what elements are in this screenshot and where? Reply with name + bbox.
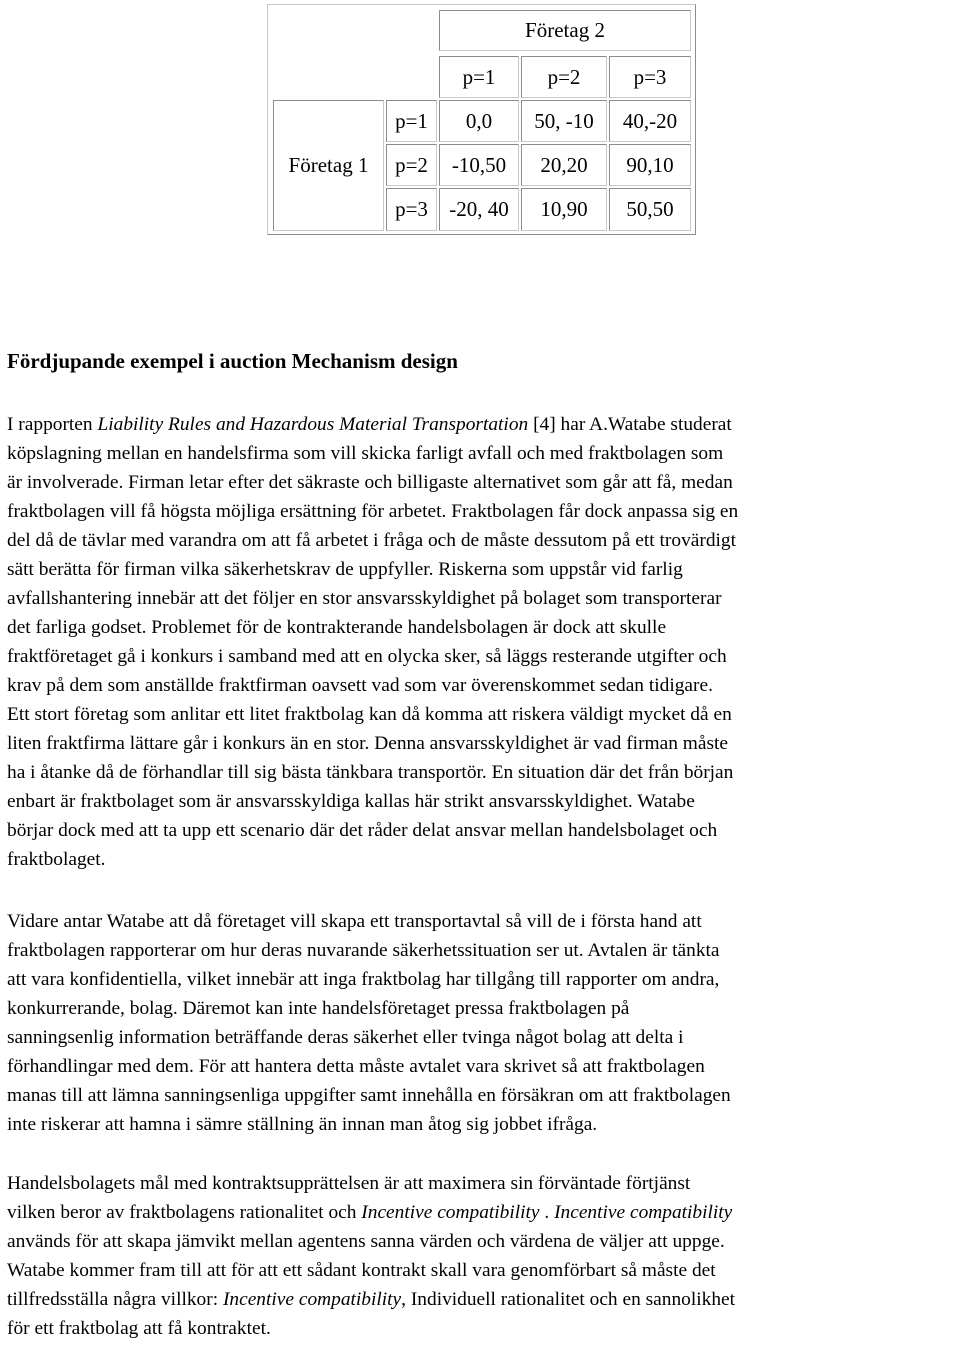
text-line (7, 994, 959, 1023)
text-line (7, 700, 959, 729)
text-run: används för att skapa jämvikt mellan agentens sanna värden och värdena de väljer att uppge. (7, 1231, 725, 1252)
column-player-label: Företag 2 (439, 10, 691, 51)
payoff-cell: 20,20 (521, 144, 607, 186)
italic-run: Incentive compatibility (222, 1289, 402, 1310)
text-run: sanningsenlig information beträffande deras säkerhet eller tvinga något bolag att delta i (7, 1027, 684, 1048)
text-run: avfallshantering innebär att det följer en stor ansvarsskyldighet på bolaget som transporterar (7, 588, 722, 609)
payoff-cell: 10,90 (521, 188, 607, 231)
text-run: Watabe kommer fram till att för att ett sådant kontrakt skall vara genomförbart så måste det (7, 1260, 716, 1281)
text-run: köpslagning mellan en handelsfirma som vill skicka farligt avfall och med fraktbolagen som (7, 443, 724, 464)
text-line (7, 584, 959, 613)
text-run: del då de tävlar med varandra om att få arbetet i fråga och de måste dessutom på ett trovärdigt (7, 530, 737, 551)
text-run: liten fraktfirma lättare går i konkurs än en stor. Denna ansvarsskyldighet är vad firman måste (7, 733, 728, 754)
text-run: Ett stort företag som anlitar ett litet fraktbolag kan då komma att riskera väldigt mycket då en (7, 704, 732, 725)
section-heading: Fördjupande exempel i auction Mechanism design (7, 349, 458, 373)
payoff-cell: 50, -10 (521, 100, 607, 142)
payoff-table (267, 4, 696, 235)
text-line (7, 1256, 959, 1285)
text-run: börjar dock med att ta upp ett scenario där det råder delat ansvar mellan handelsbolaget och (7, 820, 718, 841)
paragraph (7, 410, 959, 874)
text-run: förhandlingar med dem. För att hantera detta måste avtalet vara skrivet så att fraktbolagen (7, 1056, 705, 1077)
text-run: fraktföretaget gå i konkurs i samband med att en olycka sker, så läggs resterande utgifter och (7, 646, 727, 667)
text-line (7, 410, 959, 439)
text-run: krav på dem som anställde fraktfirman oavsett vad som var överenskommet sedan tidigare. (7, 675, 713, 696)
text-line (7, 1169, 959, 1198)
text-run: för ett fraktbolag att få kontraktet. (7, 1318, 271, 1339)
text-line (7, 729, 959, 758)
text-run: enbart är fraktbolaget som är ansvarsskyldiga kallas här strikt ansvarsskyldighet. Watabe (7, 791, 695, 812)
text-run: . (539, 1202, 555, 1223)
italic-run: Liability Rules and Hazardous Material Transportation (97, 414, 529, 435)
text-run: konkurrerande, bolag. Däremot kan inte handelsföretaget pressa fraktbolagen på (7, 998, 630, 1019)
payoff-cell: -20, 40 (439, 188, 519, 231)
payoff-cell: 90,10 (609, 144, 691, 186)
payoff-cell: 0,0 (439, 100, 519, 142)
text-line (7, 526, 959, 555)
text-line (7, 845, 959, 874)
text-run: fraktbolaget. (7, 849, 106, 870)
text-run: att vara konfidentiella, vilket innebär att inga fraktbolag har tillgång till rapporter om andra, (7, 969, 720, 990)
payoff-cell: 50,50 (609, 188, 691, 231)
text-line (7, 1314, 959, 1343)
row-player-label: Företag 1 (273, 100, 384, 231)
text-run: fraktbolagen vill få högsta möjliga ersättning för arbetet. Fraktbolagen får dock anpassa sig en (7, 501, 739, 522)
text-line (7, 613, 959, 642)
text-line (7, 1052, 959, 1081)
text-line (7, 1227, 959, 1256)
text-line (7, 468, 959, 497)
text-run: är involverade. Firman letar efter det säkraste och billigaste alternativet som går att få, medan (7, 472, 733, 493)
text-run: ha i åtanke då de förhandlar till sig bästa tänkbara transportör. En situation där det från början (7, 762, 734, 783)
text-line (7, 555, 959, 584)
text-run: fraktbolagen rapporterar om hur deras nuvarande säkerhetssituation ser ut. Avtalen är tänkta (7, 940, 720, 961)
column-header: p=3 (609, 56, 691, 98)
text-line (7, 965, 959, 994)
row-header: p=2 (386, 144, 437, 186)
text-run: Handelsbolagets mål med kontraktsupprättelsen är att maximera sin förväntade förtjänst (7, 1173, 691, 1194)
text-line (7, 936, 959, 965)
text-run: sätt berätta för firman vilka säkerhetskrav de uppfyller. Riskerna som uppstår vid farlig (7, 559, 683, 580)
row-header: p=3 (386, 188, 437, 231)
text-run: det farliga godset. Problemet för de kontrakterande handelsbolagen är dock att skulle (7, 617, 667, 638)
payoff-cell: -10,50 (439, 144, 519, 186)
payoff-cell: 40,-20 (609, 100, 691, 142)
paragraph (7, 1169, 959, 1343)
text-run: Vidare antar Watabe att då företaget vill skapa ett transportavtal så vill de i första hand att (7, 911, 702, 932)
text-line (7, 439, 959, 468)
text-line (7, 1023, 959, 1052)
text-run: I rapporten (7, 414, 98, 435)
text-run: [4] har A.Watabe studerat (528, 414, 732, 435)
paragraph (7, 907, 959, 1139)
row-header: p=1 (386, 100, 437, 142)
text-run: vilken beror av fraktbolagens rationalitet och (7, 1202, 362, 1223)
text-line (7, 787, 959, 816)
text-line (7, 1081, 959, 1110)
text-run: , Individuell rationalitet och en sannolikhet (401, 1289, 736, 1310)
text-line (7, 642, 959, 671)
column-header: p=1 (439, 56, 519, 98)
text-run: inte riskerar att hamna i sämre ställning än innan man åtog sig jobbet ifråga. (7, 1114, 598, 1135)
header-spacer (273, 56, 437, 98)
text-line (7, 907, 959, 936)
text-line (7, 1110, 959, 1139)
italic-run: Incentive compatibility (554, 1202, 733, 1223)
text-line (7, 816, 959, 845)
text-line (7, 1198, 959, 1227)
text-line (7, 758, 959, 787)
text-line (7, 1285, 959, 1314)
text-line (7, 497, 959, 526)
text-run: tillfredsställa några villkor: (7, 1289, 223, 1310)
italic-run: Incentive compatibility (361, 1202, 540, 1223)
text-run: manas till att lämna sanningsenliga uppgifter samt innehålla en försäkran om att fraktbolagen (7, 1085, 731, 1106)
column-header: p=2 (521, 56, 607, 98)
text-line (7, 671, 959, 700)
